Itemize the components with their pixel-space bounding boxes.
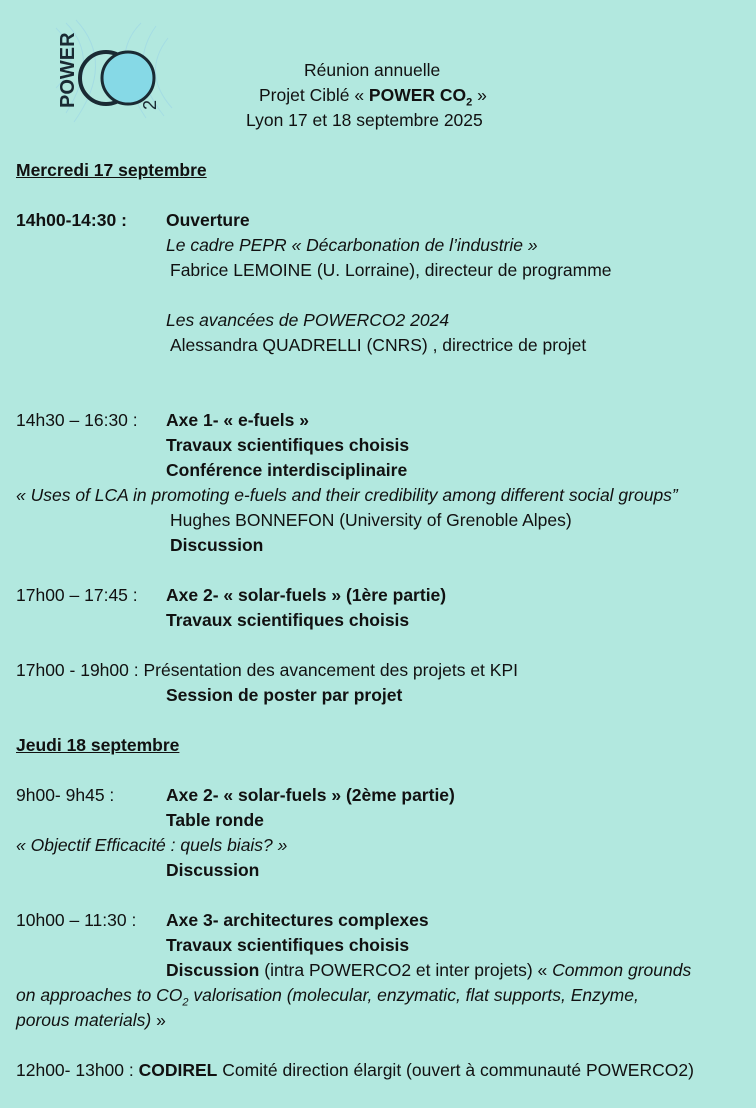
day1-s2-time: 14h30 – 16:30 : — [16, 410, 138, 430]
day2-s2-wrap-c: porous materials) — [16, 1010, 152, 1030]
header-project-sub: 2 — [466, 96, 473, 109]
day2-s3-text: Comité direction élargit (ouvert à communauté POWERCO2) — [217, 1060, 694, 1080]
power-co2-logo-icon — [46, 18, 176, 126]
day1-title: Mercredi 17 septembre — [16, 160, 207, 180]
day1-s1-speaker1: Fabrice LEMOINE (U. Lorraine), directeur de programme — [170, 260, 612, 280]
header-line3: Lyon 17 et 18 septembre 2025 — [246, 110, 483, 130]
day1-s2-discussion: Discussion — [170, 535, 264, 555]
day2-s1-line1: Table ronde — [166, 810, 264, 830]
day1-s3-title: Axe 2- « solar-fuels » (1ère partie) — [166, 585, 447, 605]
day1-s2-title: Axe 1- « e-fuels » — [166, 410, 309, 430]
day2-s2-wrap-line2 — [16, 1008, 166, 1033]
day2-s2-discussion-line — [166, 958, 691, 983]
day2-s1-quote: « Objectif Efficacité : quels biais? » — [16, 835, 288, 855]
header-project-name: POWER CO — [368, 85, 467, 105]
day2-s2-wrap-a: on approaches to CO — [16, 985, 183, 1005]
header-line1: Réunion annuelle — [304, 60, 441, 80]
day1-s2-quote: « Uses of LCA in promoting e-fuels and their credibility among different social groups” — [16, 485, 678, 505]
day2-s3-line — [16, 1058, 694, 1083]
day1-s2-line1: Travaux scientifiques choisis — [166, 435, 410, 455]
day1-s2-line2: Conférence interdisciplinaire — [166, 460, 408, 480]
day1-s1-time: 14h00-14:30 : — [16, 210, 127, 230]
day1-s1-talk2: Les avancées de POWERCO2 2024 — [166, 310, 450, 330]
day1-s4-line: 17h00 - 19h00 : Présentation des avancement des projets et KPI — [16, 660, 518, 680]
day1-s3-time: 17h00 – 17:45 : — [16, 585, 138, 605]
day1-s1-speaker2: Alessandra QUADRELLI (CNRS) , directrice de projet — [170, 335, 587, 355]
day2-s1-time: 9h00- 9h45 : — [16, 785, 115, 805]
header-line2-prefix: Projet Ciblé « — [259, 85, 369, 105]
day1-s2-speaker: Hughes BONNEFON (University of Grenoble Alpes) — [170, 510, 572, 530]
header-line2-suffix: » — [472, 85, 487, 105]
day1-s3-line1: Travaux scientifiques choisis — [166, 610, 410, 630]
day2-s2-wrap-end: » — [151, 1010, 166, 1030]
day2-s2-line1: Travaux scientifiques choisis — [166, 935, 410, 955]
day2-s3-time: 12h00- 13h00 : — [16, 1060, 139, 1080]
logo — [46, 18, 176, 126]
day2-s3-codirel: CODIREL — [138, 1060, 218, 1080]
day2-s2-wrap-b: valorisation (molecular, enzymatic, flat supports, Enzyme, — [188, 985, 639, 1005]
day1-s1-talk1: Le cadre PEPR « Décarbonation de l’industrie » — [166, 235, 538, 255]
day2-s2-disc-bold: Discussion — [166, 960, 260, 980]
day2-s2-disc-text: (intra POWERCO2 et inter projets) « — [259, 960, 553, 980]
day2-s1-discussion: Discussion — [166, 860, 260, 880]
day2-s2-wrap-sub: 2 — [182, 996, 189, 1009]
day2-s2-time: 10h00 – 11:30 : — [16, 910, 137, 930]
logo-sub2-text: 2 — [140, 99, 160, 110]
day1-s1-title: Ouverture — [166, 210, 250, 230]
day1-s4-line2: Session de poster par projet — [166, 685, 403, 705]
day2-s2-title: Axe 3- architectures complexes — [166, 910, 429, 930]
day2-s1-title: Axe 2- « solar-fuels » (2ème partie) — [166, 785, 455, 805]
day2-title: Jeudi 18 septembre — [16, 735, 180, 755]
logo-power-text: POWER — [57, 32, 79, 108]
day2-s2-disc-italic: Common grounds — [552, 960, 692, 980]
